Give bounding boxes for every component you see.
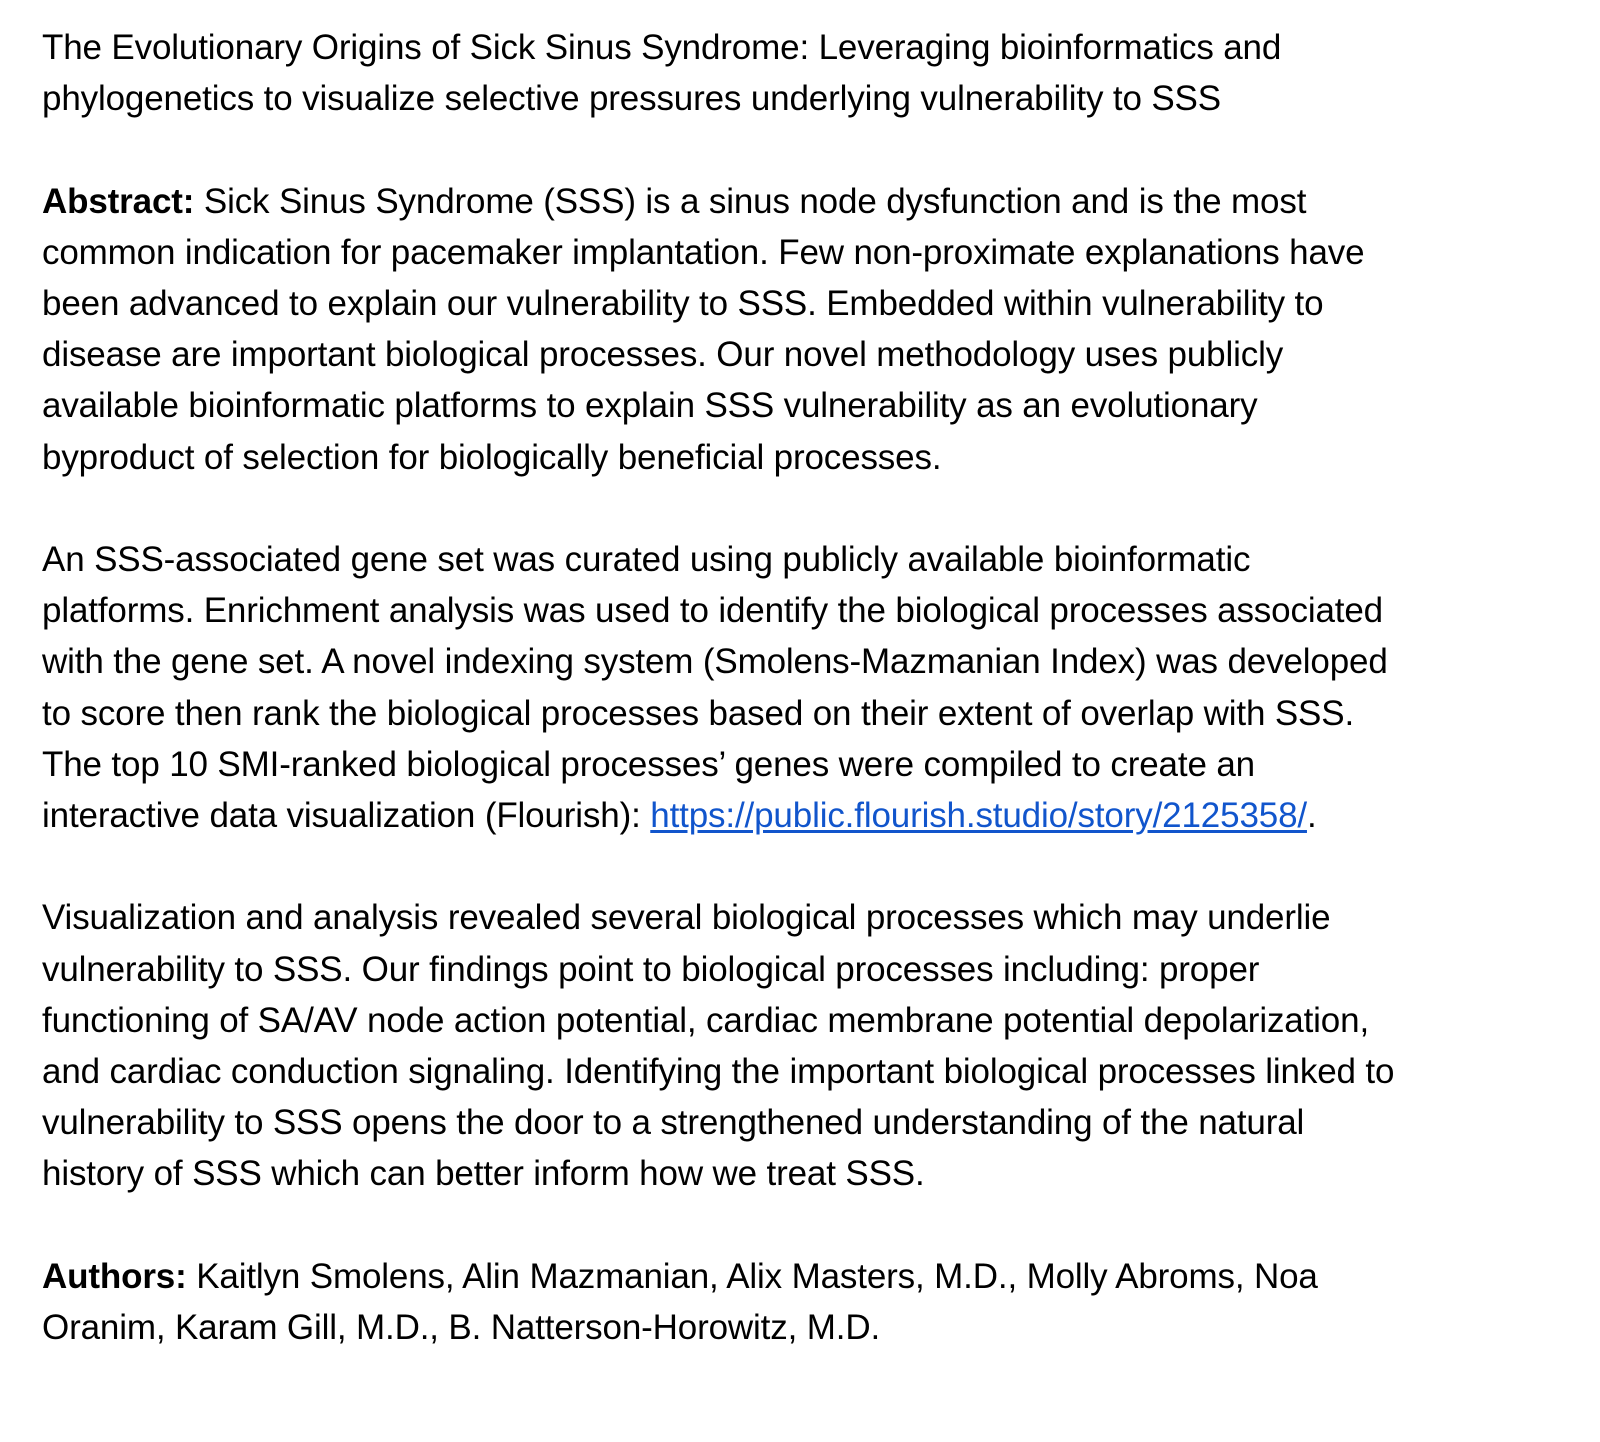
flourish-story-link[interactable]: https://public.flourish.studio/story/2125358/ (650, 796, 1307, 836)
results-paragraph (42, 892, 1587, 1199)
authors-line: Oranim, Karam Gill, M.D., B. Natterson-Horowitz, M.D. (42, 1308, 881, 1348)
methods-line: An SSS-associated gene set was curated using publicly available bioinformatic (42, 540, 1251, 579)
paragraph-gap (42, 1200, 1587, 1251)
title-line: phylogenetics to visualize selective pressures underlying vulnerability to SSS (42, 79, 1221, 119)
methods-line: The top 10 SMI-ranked biological processes’ genes were compiled to create an (42, 744, 1255, 784)
abstract-line: disease are important biological processes. Our novel methodology uses publicly (42, 335, 1284, 375)
document-page (42, 22, 1587, 1353)
methods-line: platforms. Enrichment analysis was used to identify the biological processes associated (42, 591, 1383, 631)
abstract-line: common indication for pacemaker implantation. Few non-proximate explanations have (42, 232, 1365, 272)
results-line: Visualization and analysis revealed several biological processes which may underlie (42, 898, 1331, 938)
results-line: vulnerability to SSS. Our findings point to biological processes including: proper (42, 949, 1260, 989)
document-title (42, 22, 1587, 124)
authors-line (42, 1251, 1587, 1302)
abstract-line: available bioinformatic platforms to explain SSS vulnerability as an evolutionary (42, 386, 1258, 426)
abstract-line: been advanced to explain our vulnerability to SSS. Embedded within vulnerability to (42, 284, 1324, 323)
authors-paragraph (42, 1251, 1587, 1353)
authors-line-text: Kaitlyn Smolens, Alin Mazmanian, Alix Masters, M.D., Molly Abroms, Noa (186, 1256, 1318, 1296)
abstract-label: Abstract: (42, 181, 195, 221)
abstract-paragraph (42, 176, 1587, 483)
paragraph-gap (42, 841, 1587, 892)
methods-paragraph (42, 534, 1587, 841)
results-line: history of SSS which can better inform how we treat SSS. (42, 1154, 925, 1194)
methods-line: with the gene set. A novel indexing system (Smolens-Mazmanian Index) was developed (42, 642, 1388, 682)
results-line: functioning of SA/AV node action potential, cardiac membrane potential depolarization, (42, 1000, 1370, 1040)
methods-line-text: interactive data visualization (Flourish): (42, 796, 651, 836)
paragraph-gap (42, 483, 1587, 534)
results-line: vulnerability to SSS opens the door to a strengthened understanding of the natural (42, 1103, 1305, 1143)
abstract-line (42, 176, 1587, 227)
abstract-line-text: Sick Sinus Syndrome (SSS) is a sinus node dysfunction and is the most (194, 181, 1307, 221)
abstract-line: byproduct of selection for biologically beneficial processes. (42, 437, 942, 477)
title-line: The Evolutionary Origins of Sick Sinus Syndrome: Leveraging bioinformatics and (42, 28, 1282, 67)
paragraph-gap (42, 124, 1587, 175)
authors-label: Authors: (42, 1256, 187, 1296)
methods-line: to score then rank the biological processes based on their extent of overlap with SSS. (42, 693, 1355, 733)
methods-line (42, 790, 1587, 841)
results-line: and cardiac conduction signaling. Identifying the important biological processes linked to (42, 1052, 1395, 1092)
methods-line-end: . (1306, 796, 1317, 836)
